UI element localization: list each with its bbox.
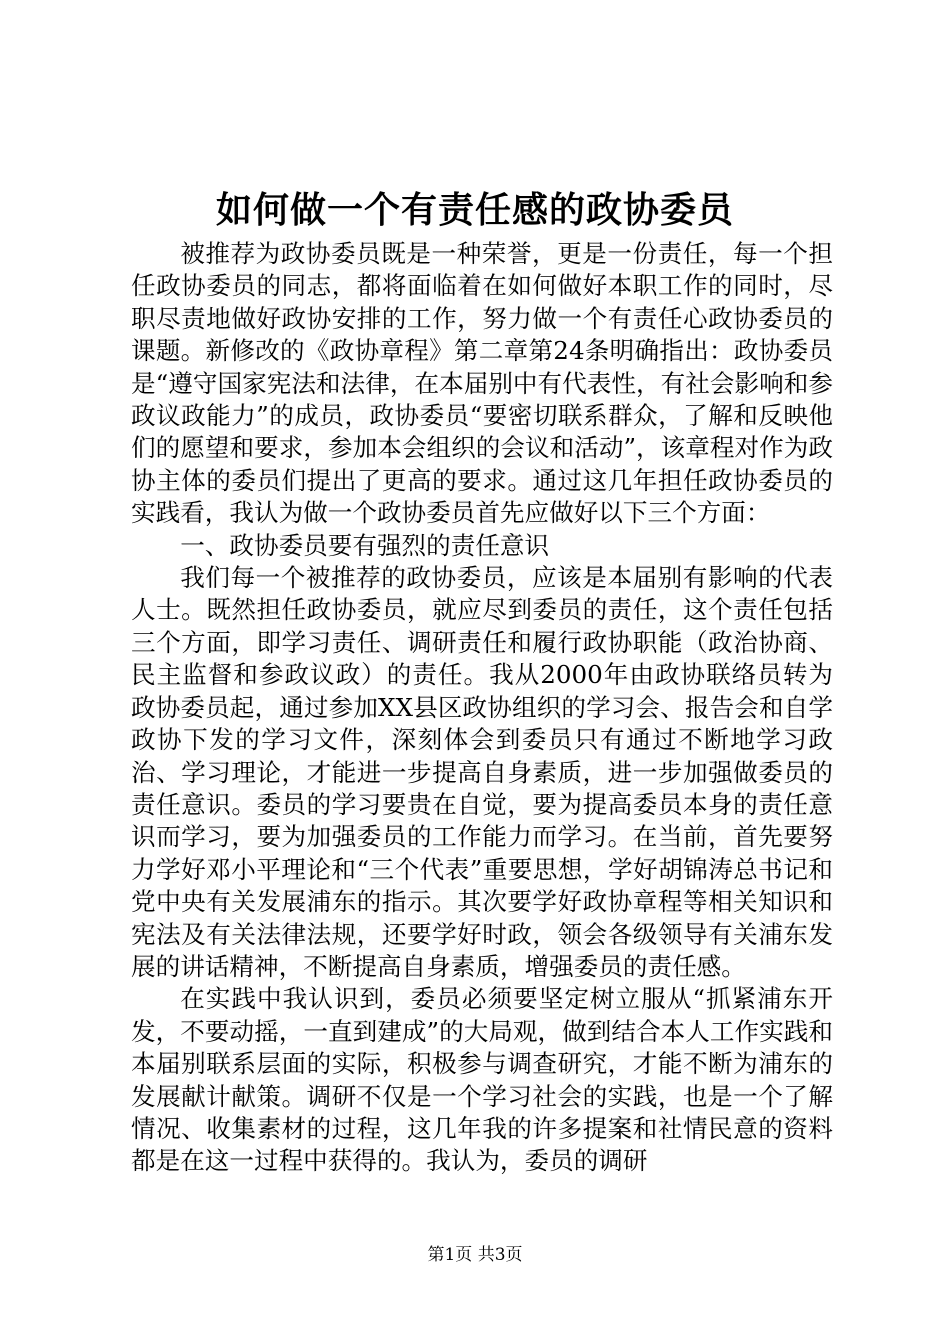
document-title: 如何做一个有责任感的政协委员 xyxy=(215,189,734,231)
paragraph-responsibility: 我们每一个被推荐的政协委员，应该是本届别有影响的代表人士。既然担任政协委员，就应尽到委员的责任，这个责任包括三个方面，即学习责任、调研责任和履行政协职能（政治协商、民主监督和参政议政）的责任。我从2000年由政协联络员转为政协委员起，通过参加XX县区政协组织的学习会、报告会和自学政协下发的学习文件，深刻体会到委员只有通过不断地学习政治、学习理论，才能进一步提高自身素质，进一步加强做委员的责任意识。委员的学习要贵在自觉，要为提高委员本身的责任意识而学习，要为加强委员的工作能力而学习。在当前，首先要努力学好邓小平理论和“三个代表”重要思想，学好胡锦涛总书记和党中央有关发展浦东的指示。其次要学好政协章程等相关知识和宪法及有关法律法规，还要学好时政，领会各级领导有关浦东发展的讲话精神，不断提高自身素质，增强委员的责任感。 xyxy=(131,563,833,981)
document-body xyxy=(131,238,833,1178)
paragraph-intro: 被推荐为政协委员既是一种荣誉，更是一份责任，每一个担任政协委员的同志，都将面临着在如何做好本职工作的同时，尽职尽责地做好政协安排的工作，努力做一个有责任心政协委员的课题。新修改的《政协章程》第二章第24条明确指出：政协委员是“遵守国家宪法和法律，在本届别中有代表性，有社会影响和参政议政能力”的成员，政协委员“要密切联系群众，了解和反映他们的愿望和要求，参加本会组织的会议和活动”，该章程对作为政协主体的委员们提出了更高的要求。通过这几年担任政协委员的实践看，我认为做一个政协委员首先应做好以下三个方面： xyxy=(131,239,833,528)
section-heading-1: 一、政协委员要有强烈的责任意识 xyxy=(180,530,550,560)
paragraph-practice: 在实践中我认识到，委员必须要坚定树立服从“抓紧浦东开发，不要动摇，一直到建成”的大局观，做到结合本人工作实践和本届别联系层面的实际，积极参与调查研究，才能不断为浦东的发展献计献策。调研不仅是一个学习社会的实践，也是一个了解情况、收集素材的过程，这几年我的许多提案和社情民意的资料都是在这一过程中获得的。我认为，委员的调研 xyxy=(131,984,833,1176)
page-footer: 第1页 共3页 xyxy=(427,1245,523,1265)
